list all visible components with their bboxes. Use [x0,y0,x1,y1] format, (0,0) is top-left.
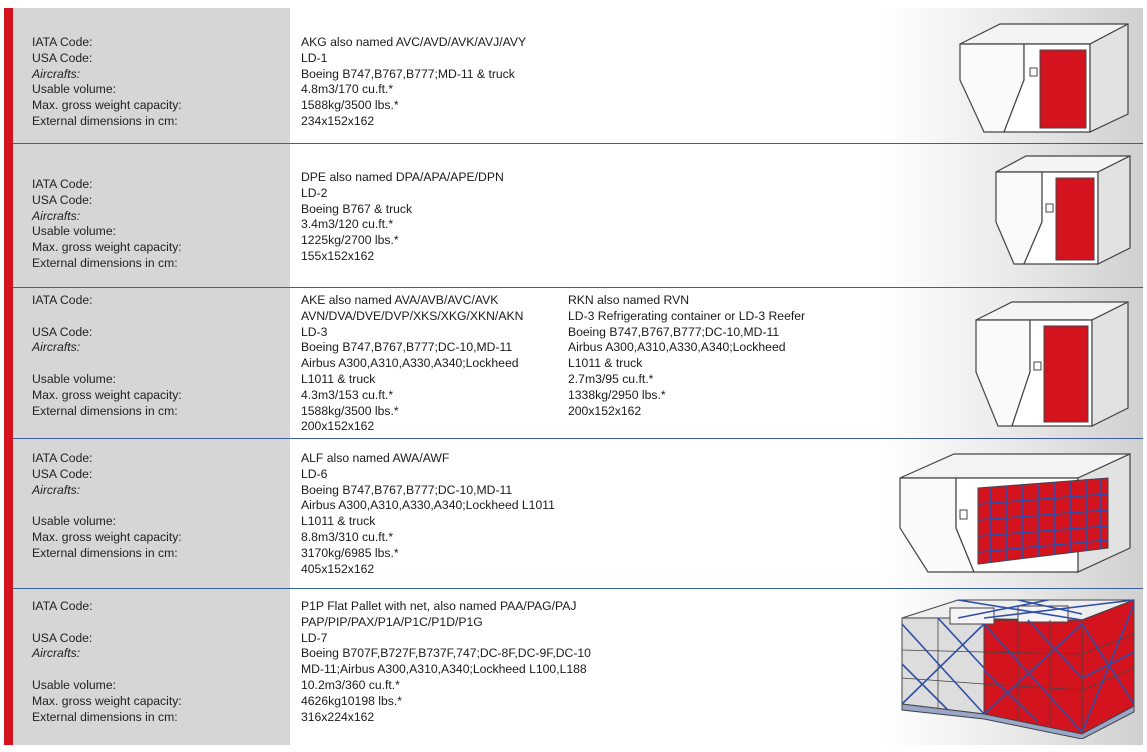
spec-values [301,599,591,725]
label-usa: USA Code: [32,630,93,645]
value-usa: LD-2 [301,185,328,200]
label-volume: Usable volume: [32,224,116,239]
value-weight: 1588kg/3500 lbs.* [301,98,399,113]
value-volume: 4.8m3/170 cu.ft.* [301,82,394,97]
row-divider [13,588,1143,589]
label-dims: External dimensions in cm: [32,255,178,270]
row-divider [13,143,1143,144]
spec-labels [32,599,182,725]
spec-labels [32,177,182,272]
value-usa: LD-7 [301,630,328,645]
value-aircrafts-cont: L1011 & truck [301,514,376,529]
value-iata-cont: PAP/PIP/PAX/P1A/P1C/P1D/P1G [301,614,483,629]
value-weight: 1225kg/2700 lbs.* [301,233,399,248]
value-dims: 155x152x162 [301,248,375,263]
value-volume: 8.8m3/310 cu.ft.* [301,529,394,544]
value-usa: LD-6 [301,466,328,481]
value-iata: RKN also named RVN [568,293,690,307]
value-volume: 4.3m3/153 cu.ft.* [301,387,394,402]
ld3-container-icon [974,298,1134,432]
spec-values [301,451,555,577]
value-dims: 405x152x162 [301,561,375,576]
value-aircrafts-cont: L1011 & truck [568,356,643,371]
label-iata: IATA Code: [32,177,93,191]
value-weight: 3170kg/6985 lbs.* [301,545,399,560]
spec-values-ake [301,293,523,435]
pallet-net-icon [898,594,1138,739]
spec-labels [32,451,182,562]
value-aircrafts: Boeing B707F,B727F,B737F,747;DC-8F,DC-9F,DC-10 [301,646,591,661]
label-aircrafts: Aircrafts: [32,340,81,355]
label-aircrafts: Aircrafts: [32,208,81,223]
value-usa: LD-3 [301,324,328,339]
value-aircrafts: Boeing B747,B767,B777;MD-11 & truck [301,66,515,81]
label-usa: USA Code: [32,324,93,339]
value-aircrafts-cont: Airbus A300,A310,A330,A340;Lockheed L1011 [301,498,555,513]
spec-values [301,170,504,265]
value-aircrafts-cont: Airbus A300,A310,A330,A340;Lockheed [301,356,519,371]
value-iata: P1P Flat Pallet with net, also named PAA/PAG/PAJ [301,599,577,613]
spec-values [301,35,526,130]
row-divider [13,287,1143,288]
value-aircrafts: Boeing B747,B767,B777;DC-10,MD-11 [301,482,513,497]
value-aircrafts-cont: MD-11;Airbus A300,A310,A340;Lockheed L100,L188 [301,662,587,677]
label-weight: Max. gross weight capacity: [32,693,182,708]
spec-labels [32,293,182,419]
value-iata: AKE also named AVA/AVB/AVC/AVK [301,293,499,307]
value-dims: 234x152x162 [301,113,375,128]
value-iata-cont: AVN/DVA/DVE/DVP/XKS/XKG/XKN/AKN [301,308,524,323]
value-iata: ALF also named AWA/AWF [301,451,450,465]
value-dims: 316x224x162 [301,709,375,724]
label-dims: External dimensions in cm: [32,545,178,560]
ld6-container-icon [898,448,1136,578]
value-weight: 1338kg/2950 lbs.* [568,387,666,402]
ld2-container-icon [994,152,1134,272]
value-usa: LD-1 [301,50,328,65]
spec-labels [32,35,182,130]
label-iata: IATA Code: [32,293,93,307]
label-weight: Max. gross weight capacity: [32,387,182,402]
accent-bar [4,8,13,745]
value-volume: 2.7m3/95 cu.ft.* [568,371,654,386]
label-dims: External dimensions in cm: [32,113,178,128]
value-iata: DPE also named DPA/APA/APE/DPN [301,170,504,184]
value-aircrafts-cont: L1011 & truck [301,371,376,386]
value-dims: 200x152x162 [568,403,642,418]
value-usa: LD-3 Refrigerating container or LD-3 Reefer [568,308,806,323]
value-iata: AKG also named AVC/AVD/AVK/AVJ/AVY [301,35,527,49]
value-aircrafts-cont: Airbus A300,A310,A330,A340;Lockheed [568,340,786,355]
label-volume: Usable volume: [32,677,116,692]
value-weight: 4626kg10198 lbs.* [301,693,402,708]
label-dims: External dimensions in cm: [32,403,178,418]
value-weight: 1588kg/3500 lbs.* [301,403,399,418]
label-usa: USA Code: [32,192,93,207]
row-divider [13,438,1143,439]
label-iata: IATA Code: [32,599,93,613]
spec-values-rkn [568,293,805,419]
label-weight: Max. gross weight capacity: [32,529,182,544]
label-aircrafts: Aircrafts: [32,482,81,497]
value-dims: 200x152x162 [301,419,375,434]
ld1-container-icon [958,18,1134,138]
label-weight: Max. gross weight capacity: [32,98,182,113]
label-aircrafts: Aircrafts: [32,646,81,661]
label-iata: IATA Code: [32,35,93,49]
value-aircrafts: Boeing B747,B767,B777;DC-10,MD-11 [568,324,780,339]
label-dims: External dimensions in cm: [32,709,178,724]
label-volume: Usable volume: [32,514,116,529]
label-iata: IATA Code: [32,451,93,465]
label-usa: USA Code: [32,466,93,481]
value-volume: 10.2m3/360 cu.ft.* [301,677,400,692]
label-volume: Usable volume: [32,371,116,386]
label-volume: Usable volume: [32,82,116,97]
value-aircrafts: Boeing B767 & truck [301,201,413,216]
label-weight: Max. gross weight capacity: [32,240,182,255]
value-volume: 3.4m3/120 cu.ft.* [301,217,394,232]
label-usa: USA Code: [32,50,93,65]
value-aircrafts: Boeing B747,B767,B777;DC-10,MD-11 [301,340,513,355]
label-aircrafts: Aircrafts: [32,66,81,81]
